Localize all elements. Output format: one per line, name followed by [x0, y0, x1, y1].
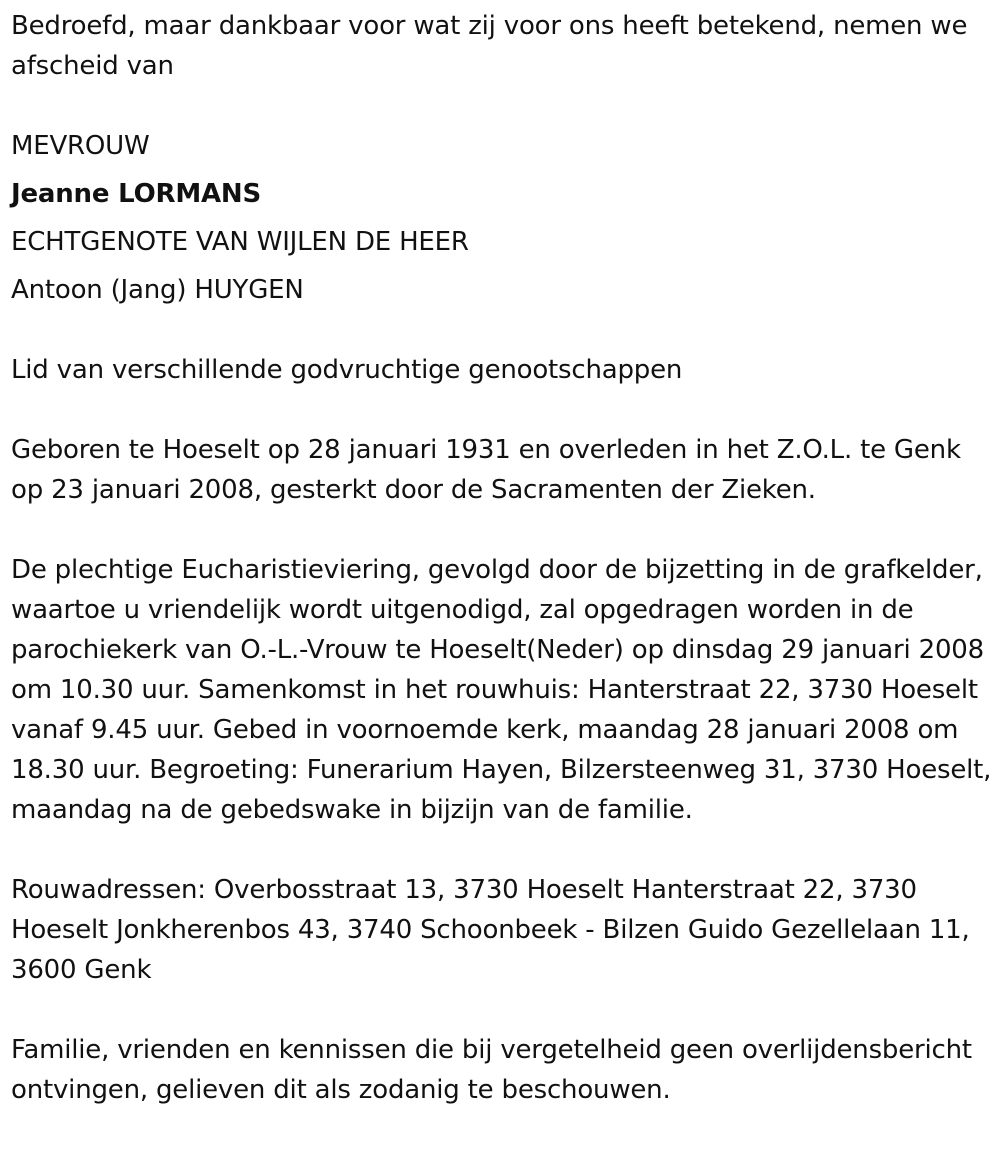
- honorific-title: MEVROUW: [11, 131, 150, 161]
- death-notice: [11, 6, 995, 1110]
- spouse-name: Antoon (Jang) HUYGEN: [11, 275, 304, 305]
- birth-death-text: Geboren te Hoeselt op 28 januari 1931 en overleden in het Z.O.L. te Genk op 23 januari 2008, gesterkt door de Sacramenten der Zieken.: [11, 435, 961, 505]
- ceremony-text: De plechtige Eucharistieviering, gevolgd door de bijzetting in de grafkelder, waartoe u vriendelijk wordt uitgenodigd, zal opgedragen worden in de parochiekerk van O.-L.-Vrouw te Hoeselt(Neder) op dinsdag 29 januari 2008 om 10.30 uur. Samenkomst in het rouwhuis: Hanterstraat 22, 3730 Hoeselt vanaf 9.45 uur. Gebed in voornoemde kerk, maandag 28 januari 2008 om 18.30 uur. Begroeting: Funerarium Hayen, Bilzersteenweg 31, 3730 Hoeselt, maandag na de gebedswake in bijzijn van de familie.: [11, 555, 992, 825]
- membership-text: Lid van verschillende godvruchtige genootschappen: [11, 355, 683, 385]
- addresses-text: Rouwadressen: Overbosstraat 13, 3730 Hoeselt Hanterstraat 22, 3730 Hoeselt Jonkherenbos 43, 3740 Schoonbeek - Bilzen Guido Gezellelaan 11, 3600 Genk: [11, 875, 970, 985]
- deceased-name: Jeanne LORMANS: [11, 179, 262, 209]
- intro-text: Bedroefd, maar dankbaar voor wat zij voor ons heeft betekend, nemen we afscheid van: [11, 11, 968, 81]
- relation-text: ECHTGENOTE VAN WIJLEN DE HEER: [11, 227, 469, 257]
- closing-text: Familie, vrienden en kennissen die bij vergetelheid geen overlijdensbericht ontvingen, gelieven dit als zodanig te beschouwen.: [11, 1035, 972, 1105]
